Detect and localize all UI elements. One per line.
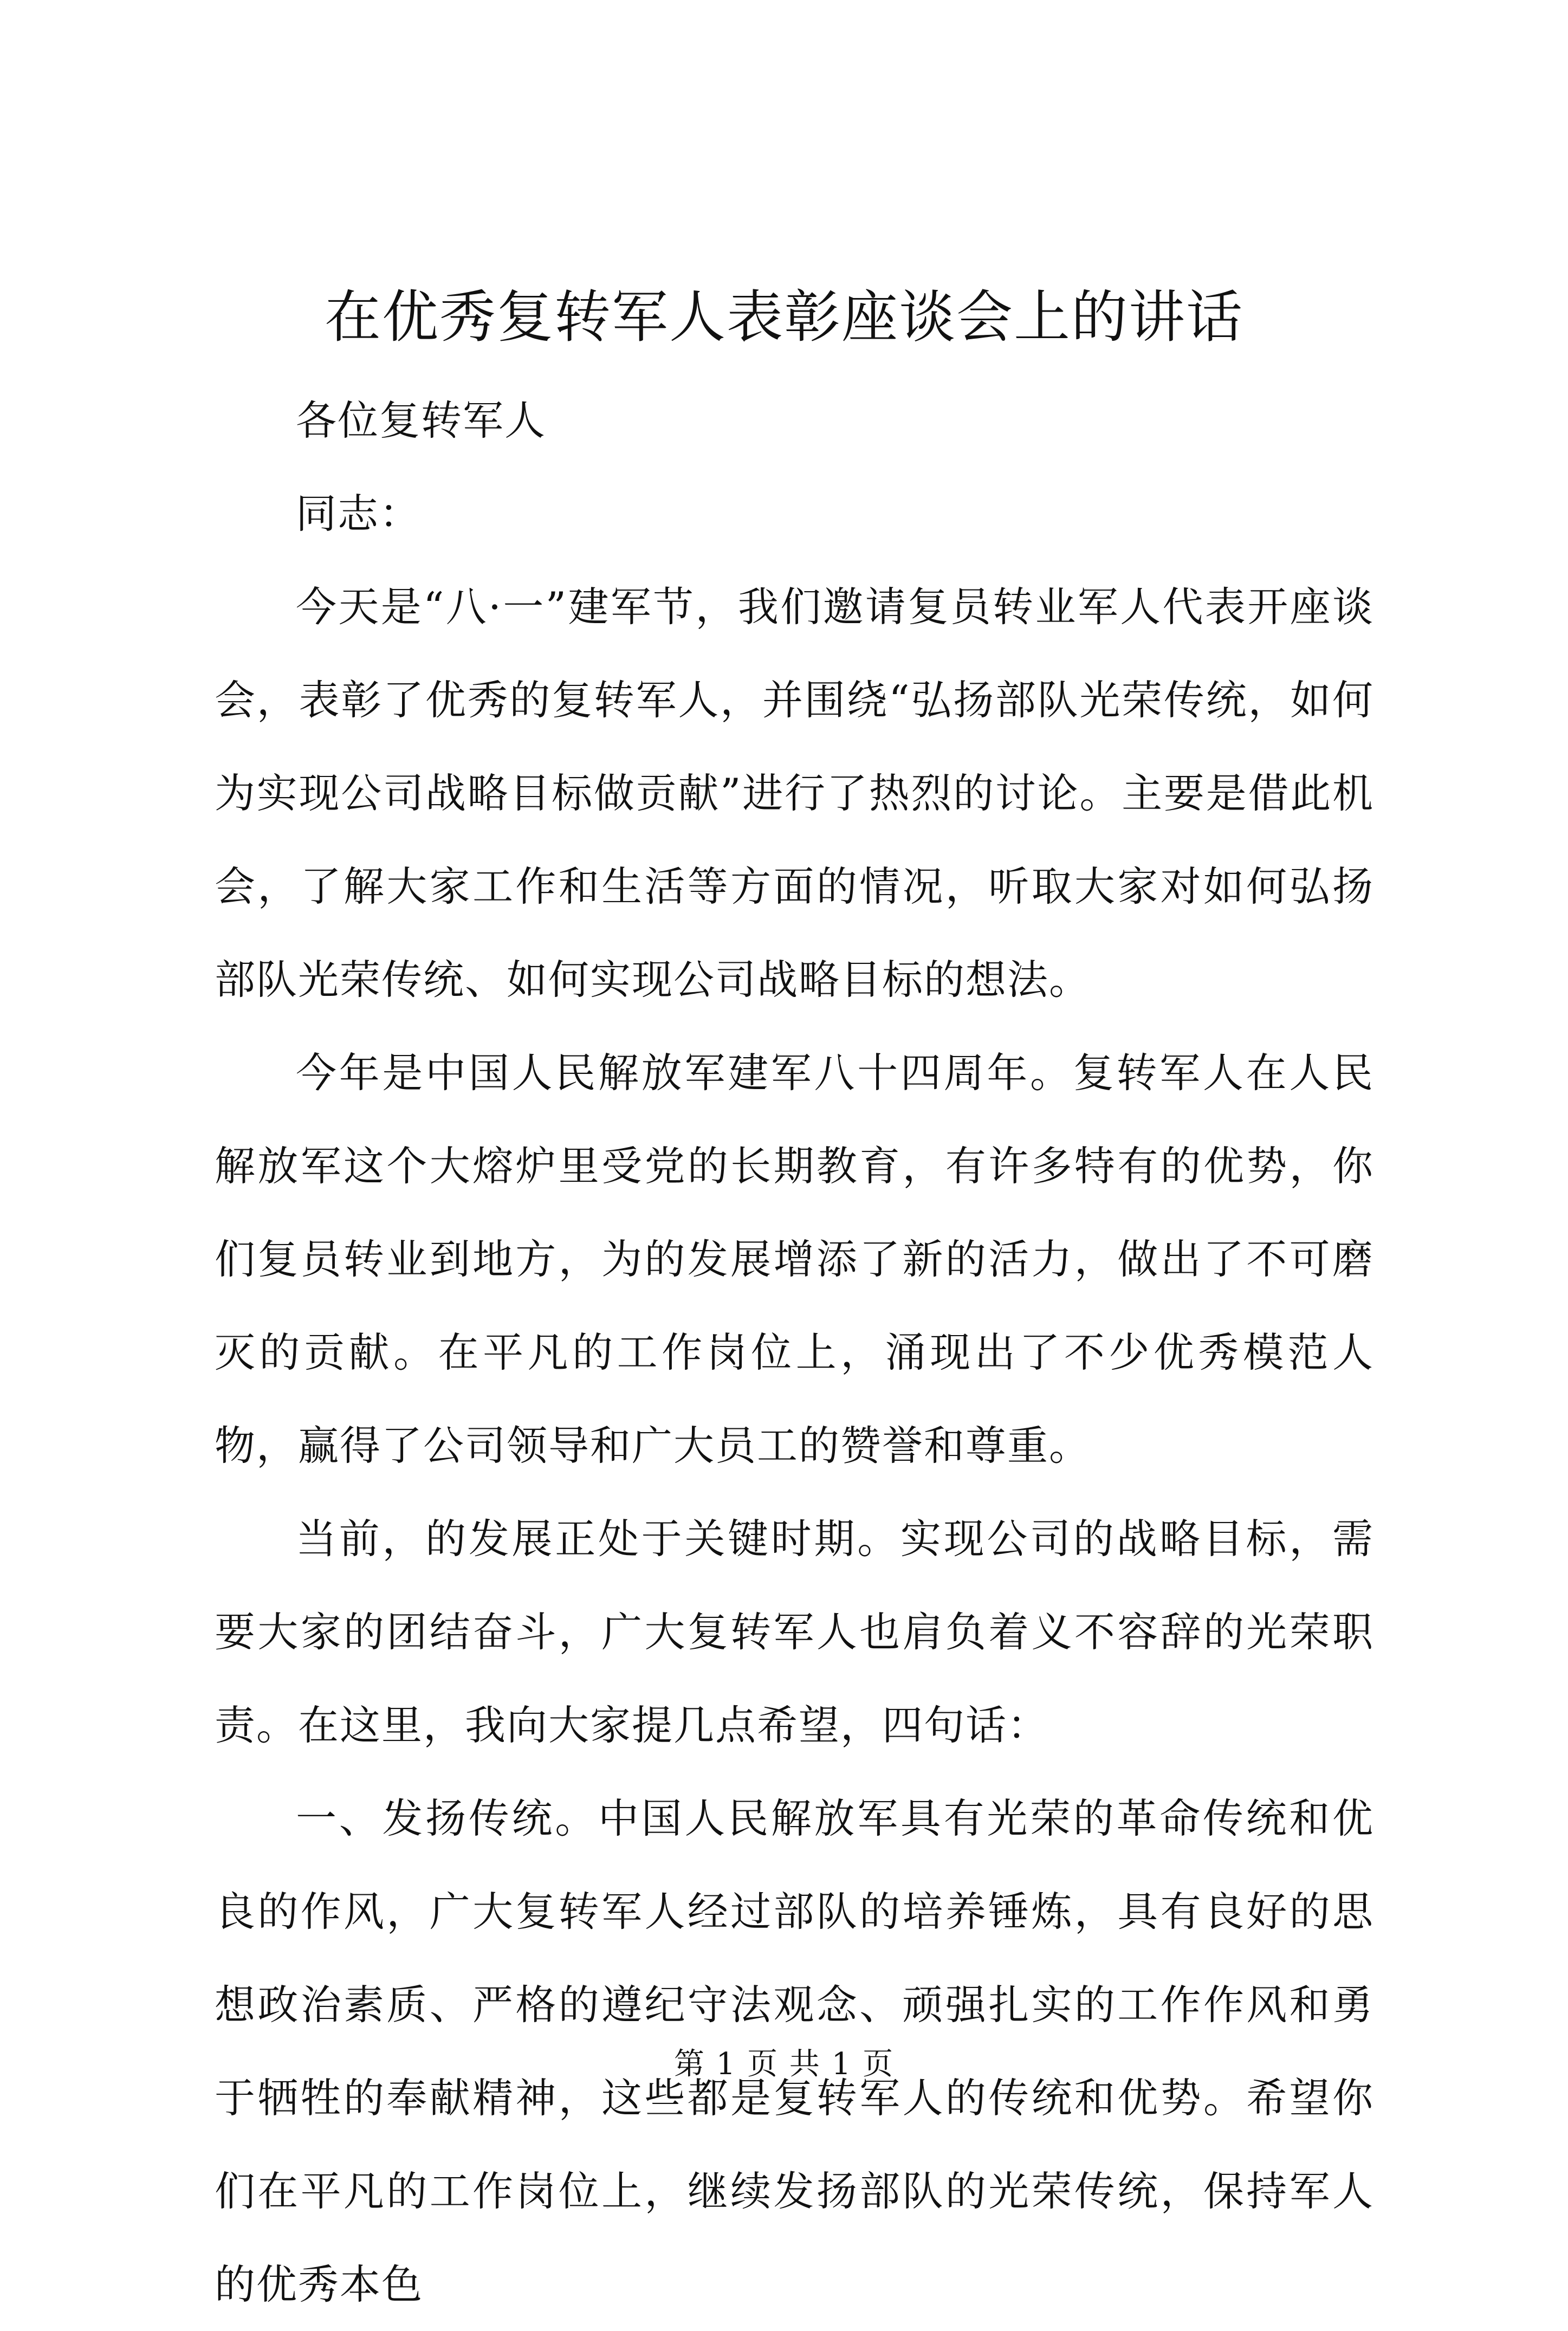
body-paragraph: 当前，的发展正处于关键时期。实现公司的战略目标，需要大家的团结奋斗，广大复转军人也肩负着义不容辞的光荣职责。在这里，我向大家提几点希望，四句话： — [215, 1515, 1374, 1749]
body-paragraph: 今天是“八·一”建军节，我们邀请复员转业军人代表开座谈会，表彰了优秀的复转军人，并围绕“弘扬部队光荣传统，如何为实现公司战略目标做贡献”进行了热烈的讨论。主要是借此机会，了解大家工作和生活等方面的情况，听取大家对如何弘扬部队光荣传统、如何实现公司战略目标的想法。 — [215, 583, 1374, 1003]
salutation-line: 各位复转军人 — [296, 397, 547, 444]
page-number-footer: 第 1 页 共 1 页 — [673, 2047, 895, 2082]
salutation-line: 同志： — [296, 490, 422, 538]
document-title: 在优秀复转军人表彰座谈会上的讲话 — [324, 284, 1243, 350]
body-paragraph: 今年是中国人民解放军建军八十四周年。复转军人在人民解放军这个大熔炉里受党的长期教育，有许多特有的优势，你们复员转业到地方，为的发展增添了新的活力，做出了不可磨灭的贡献。在平凡的工作岗位上，涌现出了不少优秀模范人物，赢得了公司领导和广大员工的赞誉和尊重。 — [215, 1049, 1374, 1469]
document-body — [215, 374, 1374, 2331]
body-paragraph: 一、发扬传统。中国人民解放军具有光荣的革命传统和优良的作风，广大复转军人经过部队的培养锤炼，具有良好的思想政治素质、严格的遵纪守法观念、顽强扎实的工作作风和勇于牺牲的奉献精神，这些都是复转军人的传统和优势。希望你们在平凡的工作岗位上，继续发扬部队的光荣传统，保持军人的优秀本色 — [215, 1795, 1374, 2308]
